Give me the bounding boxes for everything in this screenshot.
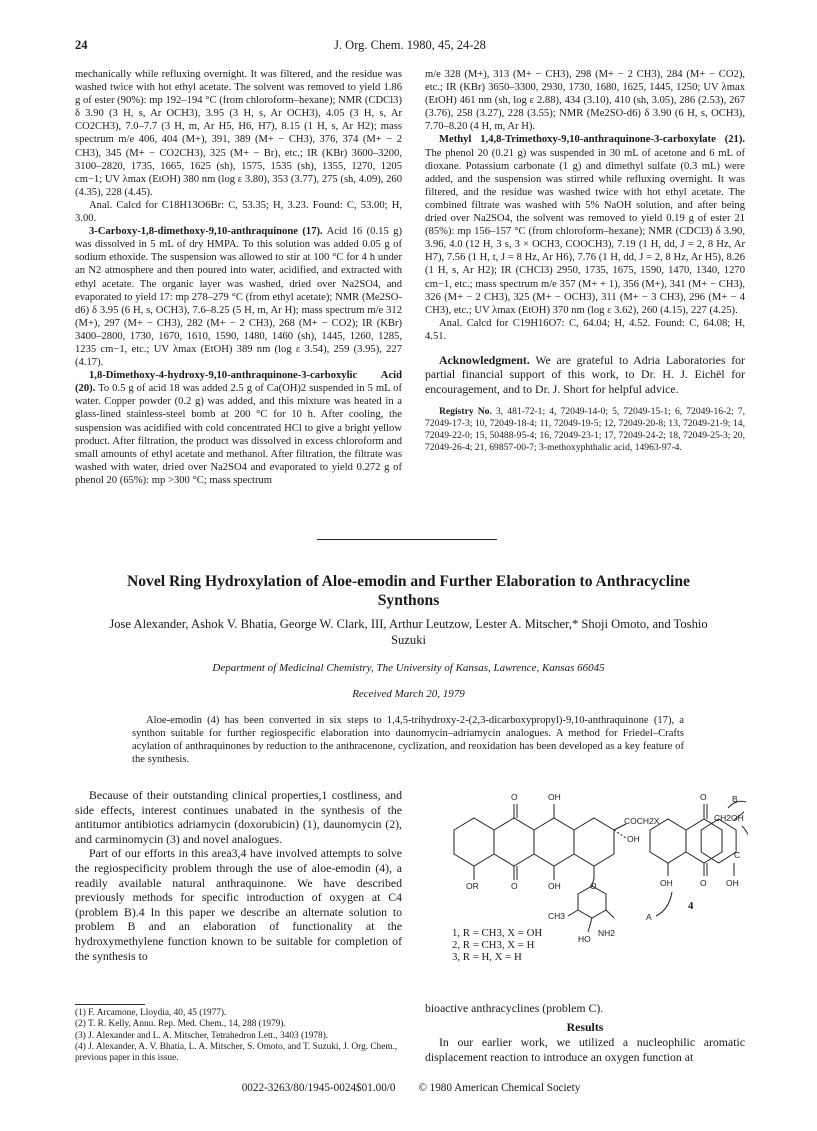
anthracycline-structure <box>454 804 626 932</box>
compound-20-procedure: 1,8-Dimethoxy-4-hydroxy-9,10-anthraquinone-3-carboxylic Acid (20). To 0.5 g of acid 18 was added 2.5 g of Ca(OH)2 suspended in 5 mL of water. Copper powder (0.2 g) was added, and this mixture was heated in a glass-lined stainless-steel bomb at 200 °C for 10 h. After cooling, the suspension was acidified with cold concentrated HCl to give a bright yellow product. After filtration, the product was dissolved in excess chloroform and small amounts of ethyl acetate and methanol. After filtration, the filtrate was washed with water, dried over Na2SO4 and evaporated to yield 0.272 g of phenol 20 (65%): mp >300 °C; mass spectrum <box>75 370 402 486</box>
atom-label-o-top: O <box>511 792 518 802</box>
experimental-left-column <box>75 68 402 487</box>
atom-label-o-ring-top: O <box>700 792 707 802</box>
atom-label-oh-bottom: OH <box>548 881 561 891</box>
article-code: 0022-3263/80/1945-0024$01.00/0 <box>241 1082 396 1094</box>
compound-21-procedure: Methyl 1,4,8-Trimethoxy-9,10-anthraquinone-3-carboxylate (21). The phenol 20 (0.21 g) was suspended in 30 mL of acetone and 6 mL of dioxane. Potassium carbonate (1 g) and dimethyl sulfate (0.3 mL) were added, and the suspension was stirred while refluxing overnight. It was filtered, and the residue was washed twice with hot ethyl acetate. The combined filtrate was washed with 5% NaOH solution, and after being dried over Na2SO4, the solvent was removed to yield 0.19 g of ester 21 (85%): mp 156–157 °C (from chloroform–hexane); NMR (CDCl3) δ 3.90, 3.96, 4.0 (12 H, 3 s, 3 × OCH3, COOCH3), 7.19 (1 H, dd, J = 2, 8 Hz, Ar H7), 7.56 (1 H, t, J = 8 Hz, Ar H6), 7.76 (1 H, dd, J = 2, 8 Hz, Ar H5), 8.26 (1 H, s, Ar H2); IR (CHCl3) 2950, 1735, 1675, 1590, 1470, 1340, 1270 cm−1, etc.; mass spectrum m/e 357 (M+ + 1), 356 (M+), 341 (M+ − CH3), 326 (M+ − 2 CH3), 325 (M+ − OCH3), 311 (M+ − 3 CH3), 296 (M+ − 4 CH3), etc.; UV λmax (EtOH) 370 nm (log ε 3.62), 260 (4.15), 227 (4.25). <box>425 134 745 316</box>
atom-label-ho: HO <box>578 934 591 944</box>
received-date: Received March 20, 1979 <box>352 688 465 700</box>
experimental-right-column <box>425 68 745 454</box>
copyright: © 1980 American Chemical Society <box>418 1082 581 1094</box>
atom-label-coch2x: COCH2X <box>624 816 660 826</box>
compound-20-heading: 1,8-Dimethoxy-4-hydroxy-9,10-anthraquinone-3-carboxylic Acid (20). <box>75 370 402 395</box>
introduction-column <box>75 788 402 963</box>
compound-label-1: 1, R = CH3, X = OH <box>452 927 543 939</box>
registry-heading: Registry No. <box>439 406 492 418</box>
footnote-4: (4) J. Alexander, A. V. Bhatia, L. A. Mitscher, S. Omoto, and T. Suzuki, J. Org. Chem., previous paper in this issue. <box>75 1041 398 1064</box>
atom-label-or: OR <box>466 881 479 891</box>
footnote-1: (1) F. Arcamone, Lloydia, 40, 45 (1977). <box>75 1008 227 1018</box>
article-affiliation: Department of Medicinal Chemistry, The University of Kansas, Lawrence, Kansas 66045 <box>212 662 605 674</box>
article-title: Novel Ring Hydroxylation of Aloe-emodin and Further Elaboration to Anthracycline Synthons <box>127 573 690 609</box>
chemical-structures-figure <box>428 786 748 998</box>
registry-numbers: Registry No. 3, 481-72-1; 4, 72049-14-0; 5, 72049-15-1; 6, 72049-16-2; 7, 72049-17-3; 10, 72049-18-4; 11, 72049-19-5; 12, 72049-20-8; 13, 72049-21-9; 14, 72049-22-0; 15, 50488-95-4; 16, 72049-23-1; 17, 72049-24-2; 18, 72049-25-3; 20, 72049-26-4; 21, 69857-00-7; 3-methoxyphthalic acid, 14963-97-4. <box>425 406 746 454</box>
atom-label-oh-side: OH <box>627 834 640 844</box>
compound-label-3: 3, R = H, X = H <box>452 951 522 963</box>
running-header <box>75 38 745 56</box>
ester-characterization: mechanically while refluxing overnight. It was filtered, and the residue was washed twice with hot ethyl acetate. The solvent was removed to yield 1.86 g of ester (90%): mp 192–194 °C (from chloroform–hexane); NMR (CDCl3) δ 3.90 (3 H, s, Ar OCH3), 3.95 (3 H, s, Ar OCH3), 4.05 (3 H, s, Ar CO2CH3), 7.0–7.7 (3 H, m, Ar H5, H6, H7), 8.15 (1 H, s, Ar H2); mass spectrum m/e 406, 404 (M+), 391, 389 (M+ − CH3), 376, 374 (M+ − 2 CH3), 345 (M+ − CO2CH3), 325 (M+ − Br), etc.; IR (KBr) 3600–3200, 3100–2820, 1735, 1665, 1625 (sh), 1575, 1535 (sh), 1355, 1270, 1205 cm−1; UV λmax (EtOH) 380 nm (log ε 3.80), 353 (3.77), 275 (sh, 4.09), 260 (4.35), 228 (4.45). <box>75 69 402 198</box>
atom-label-a: A <box>646 912 652 922</box>
atom-label-oh-left: OH <box>660 878 673 888</box>
compound-21-analysis: Anal. Calcd for C19H16O7: C, 64.04; H, 4.52. Found: C, 64.08; H, 4.51. <box>425 317 745 342</box>
compound-label-4: 4 <box>688 900 694 912</box>
footnote-2: (2) T. R. Kelly, Annu. Rep. Med. Chem., 14, 288 (1979). <box>75 1019 286 1030</box>
intro-paragraph-2: Part of our efforts in this area3,4 have involved attempts to solve the regiospecificity problem through the use of aloe-emodin (4), a readily available natural anthraquinone. We have described previously methods for specific introduction of oxygen at C4 (problem B).4 In this paper we describe an alternate solution to problem B and an elaboration of functionality at the hydroxymethylene function known to be suitable for completion of the synthesis to <box>75 846 402 963</box>
compound-label-2: 2, R = CH3, X = H <box>452 939 535 951</box>
structure-atom-labels <box>466 792 744 944</box>
ester-analysis: Anal. Calcd for C18H13O6Br: C, 53.35; H, 3.23. Found: C, 53.00; H, 3.00. <box>75 199 402 225</box>
atom-label-c: C <box>734 850 741 860</box>
intro-continuation: bioactive anthracyclines (problem C). <box>425 1001 604 1015</box>
compound-17-heading: 3-Carboxy-1,8-dimethoxy-9,10-anthraquinone (17). <box>89 226 323 238</box>
journal-citation: J. Org. Chem. 1980, 45, 24-28 <box>334 38 486 52</box>
atom-label-oh-right: OH <box>726 878 739 888</box>
abstract: Aloe-emodin (4) has been converted in six steps to 1,4,5-trihydroxy-2-(2,3-dicarboxypropyl)-9,10-anthraquinone (17), a synthon suitable for further regiospecific elaboration into daunomycin–adriamycin analogues. A method for Friedel–Crafts acylation of anthraquinones by reduction to the anthracenone, cyclization, and reoxidation has been developed as a key feature of the synthesis. <box>132 715 684 765</box>
compound-labels-1-3 <box>452 927 542 963</box>
article-authors: Jose Alexander, Ashok V. Bhatia, George W. Clark, III, Arthur Leutzow, Lester A. Mitscher,* Shoji Omoto, and Toshio Suzuki <box>109 617 708 647</box>
compound-21-heading: Methyl 1,4,8-Trimethoxy-9,10-anthraquinone-3-carboxylate (21). <box>439 134 745 146</box>
results-paragraph-1: In our earlier work, we utilized a nucleophilic aromatic displacement reaction to introduce an oxygen function at <box>425 1035 745 1064</box>
compound-17-procedure: 3-Carboxy-1,8-dimethoxy-9,10-anthraquinone (17). Acid 16 (0.15 g) was dissolved in 5 mL of dry HMPA. To this solution was added 0.05 g of sodium ethoxide. The suspension was allowed to stir at 100 °C for 4 h under an N2 atmosphere and then poured into water, acidified, and extracted with ethyl acetate. The organic layer was washed, dried over Na2SO4, and evaporated to yield 17: mp 278–279 °C (from ethyl acetate); NMR (Me2SO-d6) δ 3.95 (6 H, s, OCH3), 7.6–8.25 (5 H, m, Ar H); mass spectrum m/e 312 (M+), 297 (M+ − CH3), 282 (M+ − 2 CH3), 268 (M+ − CO2); IR (KBr) 3400–2800, 1730, 1670, 1610, 1590, 1480, 1460 (sh), 1445, 1260, 1285, 1235 cm−1, etc.; UV λmax (EtOH) 389 nm (log ε 3.54), 259 (3.95), 227 (4.17). <box>75 226 402 369</box>
footnote-rule <box>75 1004 145 1005</box>
acknowledgment-heading: Acknowledgment. <box>439 352 530 367</box>
atom-label-o-bottom: O <box>511 881 518 891</box>
intro-paragraph-1: Because of their outstanding clinical properties,1 costliness, and side effects, interest continues unabated in the synthesis of the antitumor antibiotics adriamycin (doxorubicin) (1), daunomycin (2), and carminomycin (3) and novel analogues. <box>75 788 402 846</box>
atom-label-nh2: NH2 <box>598 928 616 938</box>
footnotes <box>75 1008 402 1064</box>
footnote-3: (3) J. Alexander and L. A. Mitscher, Tetrahedron Lett., 3403 (1978). <box>75 1030 329 1041</box>
article-separator <box>317 539 497 540</box>
atom-label-ch3: CH3 <box>548 911 566 921</box>
atom-label-oh-top: OH <box>548 792 561 802</box>
results-heading: Results <box>566 1019 604 1034</box>
atom-label-o-sugar: O <box>590 881 597 891</box>
results-column <box>425 1001 745 1064</box>
acknowledgment: Acknowledgment. We are grateful to Adria Laboratories for partial financial support of this work, to Dr. H. J. Eichël for encouragement, and to Dr. J. Short for helpful advice. <box>425 352 745 396</box>
atom-label-b: B <box>732 794 738 804</box>
page-number: 24 <box>75 38 88 52</box>
atom-label-o-ring-bottom: O <box>700 878 707 888</box>
page-footer <box>75 1082 747 1094</box>
compound-20-spectra: m/e 328 (M+), 313 (M+ − CH3), 298 (M+ − 2 CH3), 284 (M+ − CO2), etc.; IR (KBr) 3650–3300, 2930, 1730, 1680, 1625, 1445, 1250; UV λmax (EtOH) 461 nm (sh, log ε 2.88), 434 (3.10), 410 (sh, 3.05), 286 (2.53), 267 (3.76), 258 (3.27), 228 (3.55); NMR (Me2SO-d6) δ 3.90 (6 H, s, OCH3), 7.70–8.20 (4 H, m, Ar H). <box>425 69 745 133</box>
atom-label-ch2oh: CH2OH <box>714 813 744 823</box>
